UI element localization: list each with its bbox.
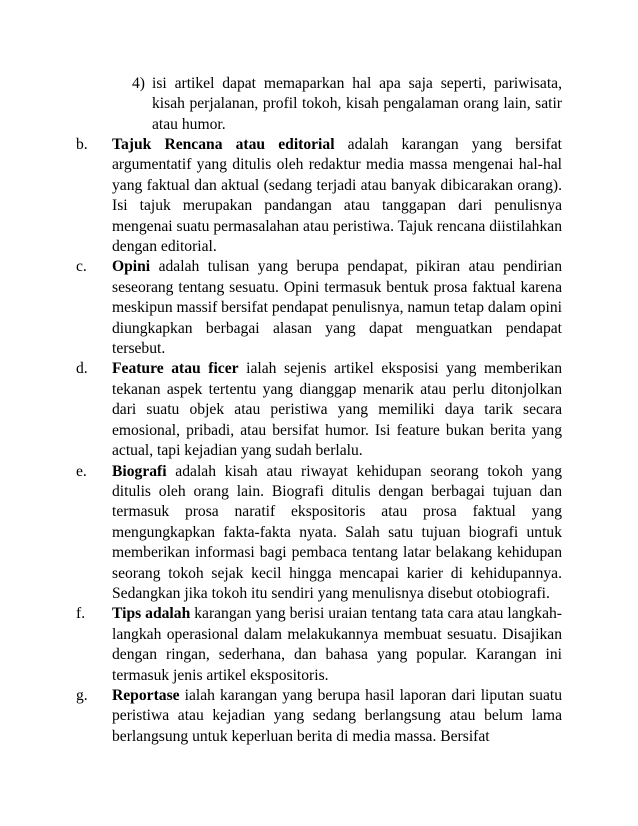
list-item-body	[112, 604, 562, 686]
list-marker: g.	[76, 686, 88, 704]
term-bold: Tajuk Rencana atau editorial	[112, 136, 335, 153]
list-marker: f.	[76, 605, 86, 623]
list-item-e	[76, 462, 562, 605]
term-bold: Feature atau ficer	[112, 360, 239, 378]
definition-text: karangan yang berisi uraian tentang tata cara atau langkah-langkah operasional dalam melakukannya membuat sesuatu. Disajikan dengan ringan, sederhana, dan bahasa yang popular. Karangan ini termasuk jenis artikel ekspositoris.	[112, 605, 562, 684]
term-bold: Opini	[112, 258, 151, 276]
list-marker: b.	[76, 136, 88, 153]
term-bold: Reportase	[112, 686, 180, 704]
definition-text: ialah sejenis artikel eksposisi yang memberikan tekanan aspek tertentu yang dianggap menarik atau perlu ditonjolkan dari suatu objek atau peristiwa yang memiliki daya tarik secara emosional, pribadi, atau bersifat humor. Isi feature bukan berita yang actual, tapi kejadian yang sudah berlalu.	[112, 360, 562, 460]
sub-list-number: 4)	[132, 75, 145, 92]
list-item-body	[112, 686, 562, 747]
sub-list-item-4	[132, 74, 562, 135]
sub-list-text: isi artikel dapat memaparkan hal apa saja seperti, pariwisata, kisah perjalanan, profil tokoh, kisah pengalaman orang lain, satir atau humor.	[152, 75, 562, 133]
list-marker: e.	[76, 462, 87, 480]
list-marker: d.	[76, 360, 88, 378]
list-item-f	[76, 604, 562, 686]
list-item-body	[112, 135, 562, 257]
definition-text: adalah karangan yang bersifat argumentatif yang ditulis oleh redaktur media massa mengenai hal-hal yang faktual dan aktual (sedang terjadi atau banyak dibicarakan orang). Isi tajuk merupakan pandangan atau tanggapan dari penulisnya mengenai suatu permasalahan atau peristiwa. Tajuk rencana diistilahkan dengan editorial.	[112, 136, 562, 256]
term-bold: Biografi	[112, 462, 167, 480]
list-item-g	[76, 686, 562, 747]
list-item-body	[112, 359, 562, 461]
list-marker: c.	[76, 258, 87, 276]
definition-text: ialah karangan yang berupa hasil laporan dari liputan suatu peristiwa atau kejadian yang sedang berlangsung atau belum lama berlangsung untuk keperluan berita di media massa. Bersifat	[112, 686, 562, 745]
definition-text: adalah tulisan yang berupa pendapat, pikiran atau pendirian seseorang tentang sesuatu. Opini termasuk bentuk prosa faktual karena meskipun massif bersifat pendapat penulisnya, namun tetap dalam opini diungkapkan berbagai alasan yang dapat menguatkan pendapat tersebut.	[112, 258, 562, 358]
list-item-body	[112, 462, 562, 605]
article-type-list	[76, 135, 562, 747]
list-item-body	[112, 257, 562, 359]
list-item-d	[76, 359, 562, 461]
term-bold: Tips adalah	[112, 605, 191, 623]
list-item-b	[76, 135, 562, 257]
list-item-c	[76, 257, 562, 359]
definition-text: adalah kisah atau riwayat kehidupan seorang tokoh yang ditulis oleh orang lain. Biografi ditulis dengan berbagai tujuan dan termasuk prosa naratif ekspositoris atau prosa faktual yang mengungkapkan fakta-fakta nyata. Salah satu tujuan biografi untuk memberikan informasi bagi pembaca tentang latar belakang kehidupan seorang tokoh sejak kecil hingga mencapai karier di kehidupannya. Sedangkan jika tokoh itu sendiri yang menulisnya disebut otobiografi.	[112, 462, 562, 602]
